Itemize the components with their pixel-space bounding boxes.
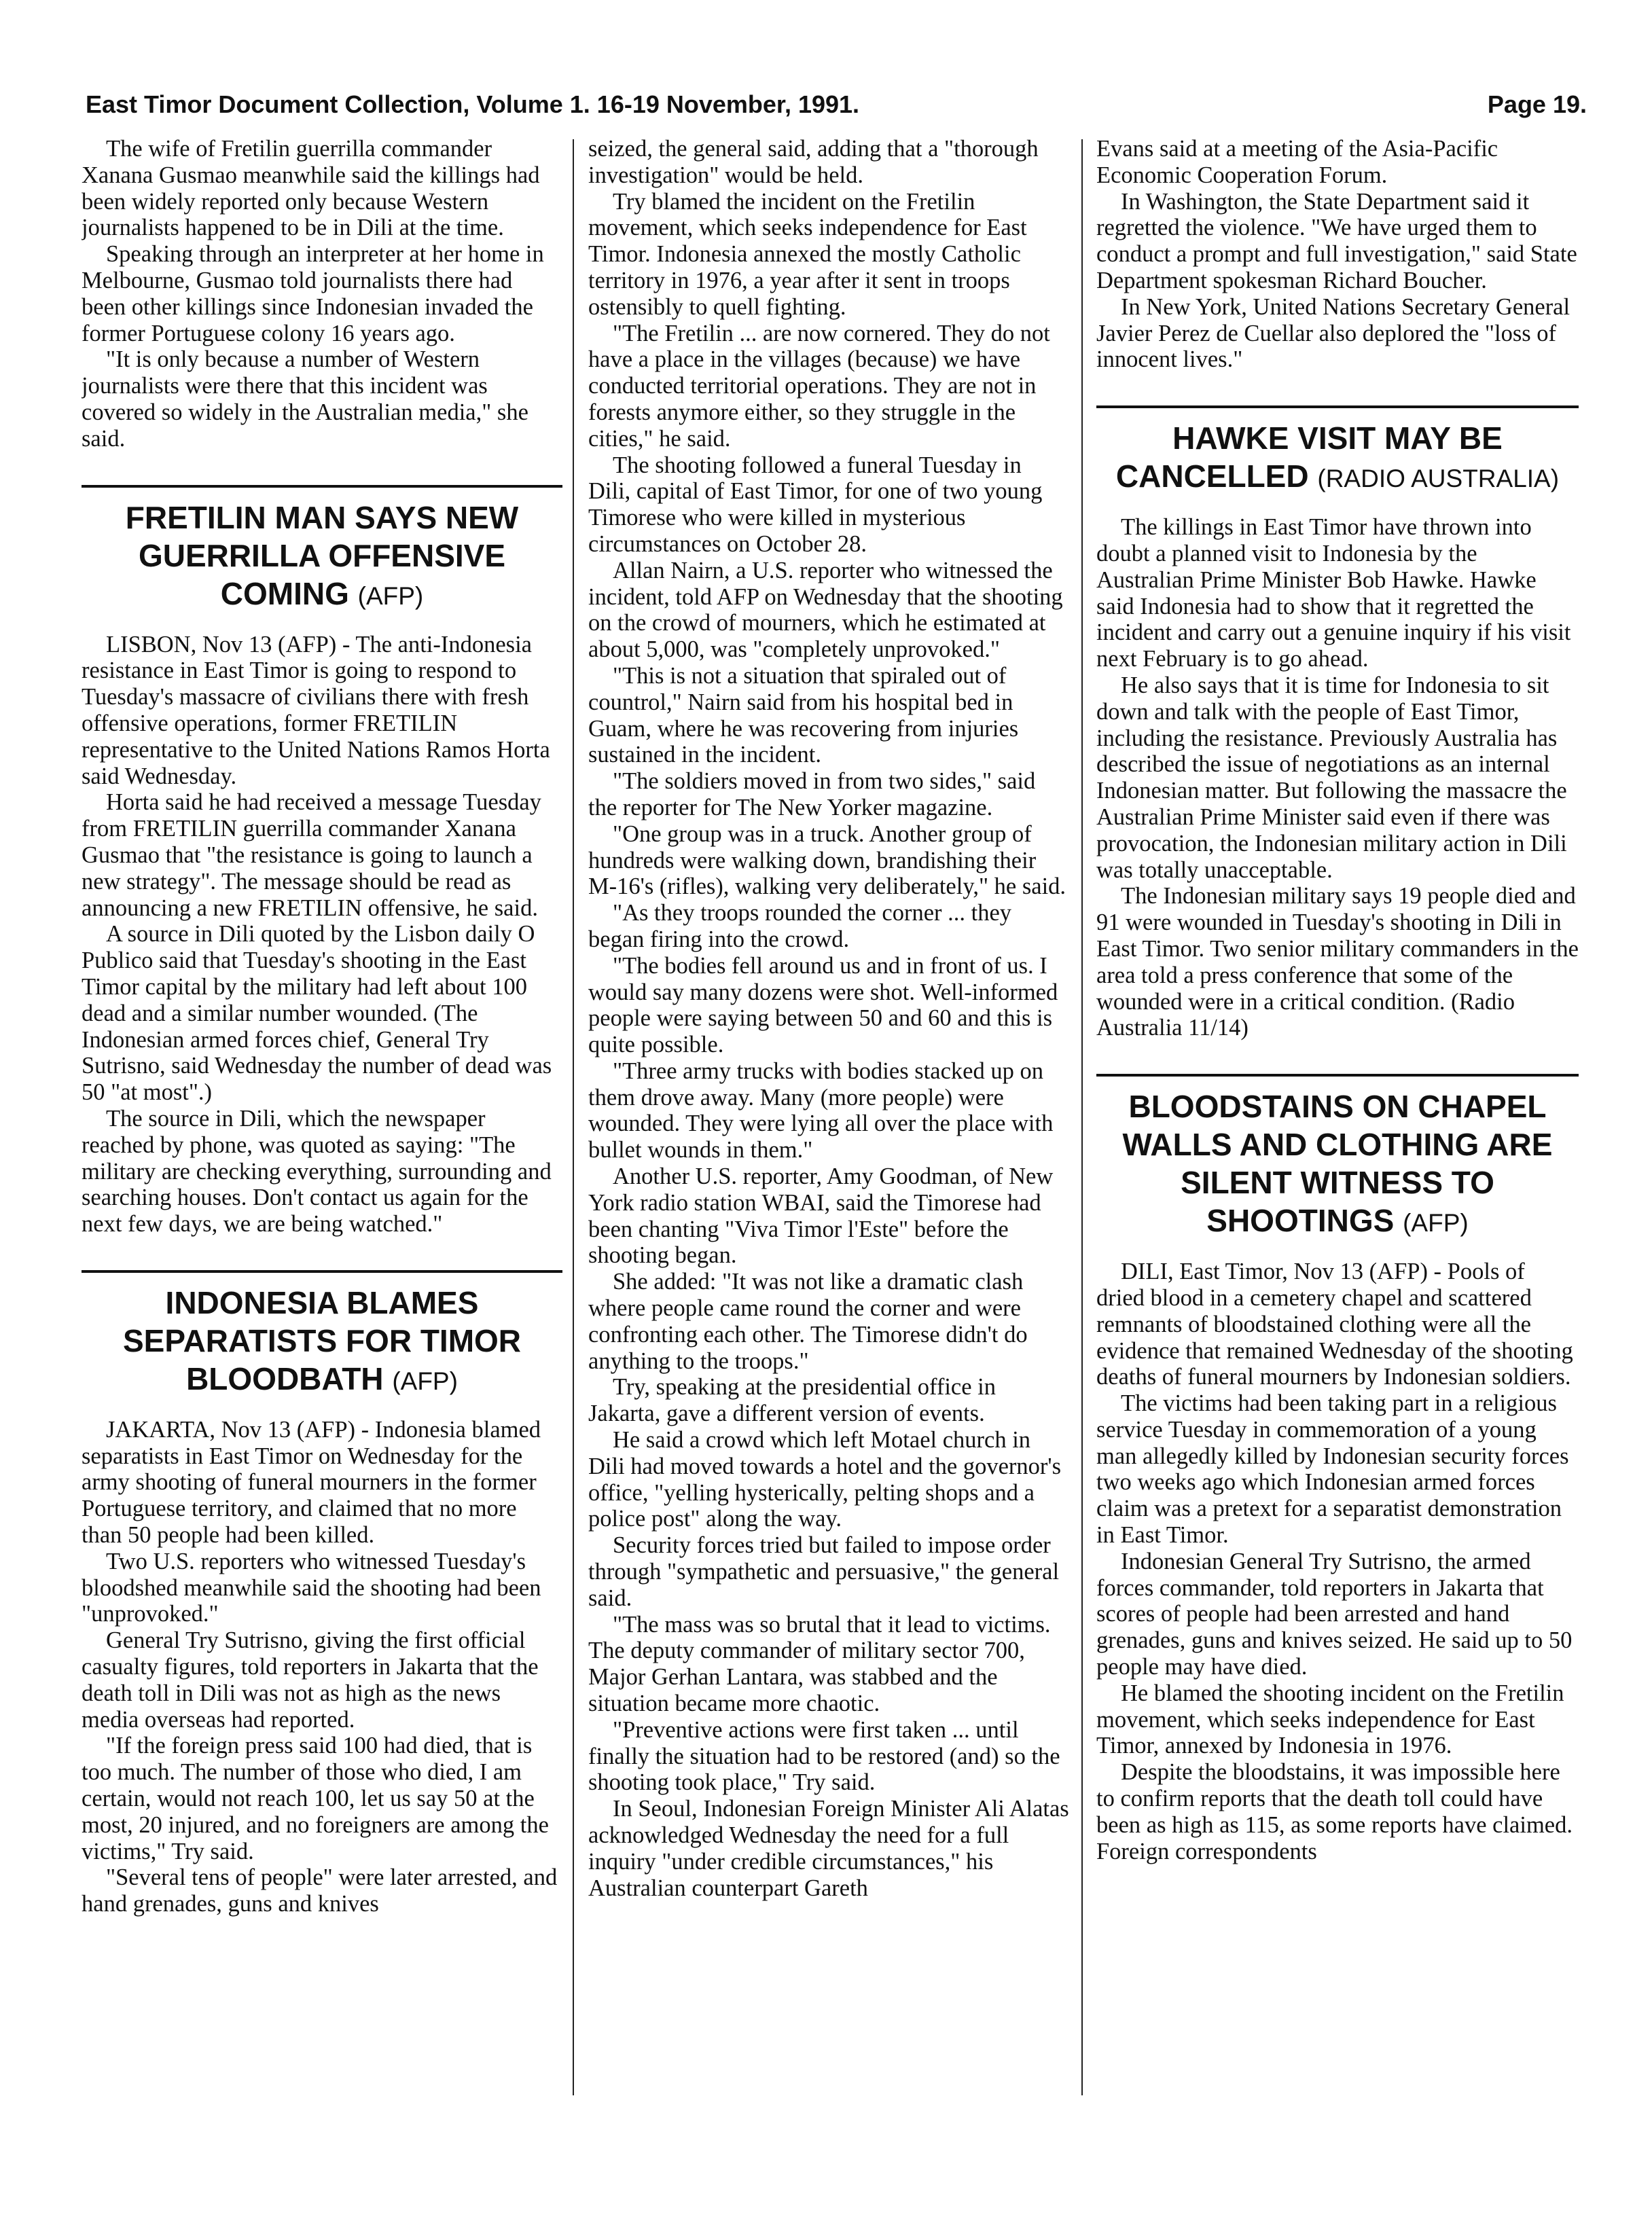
body-paragraph: Security forces tried but failed to impose order through "sympathetic and persuasive," the general said. — [588, 1532, 1060, 1611]
body-paragraph: In Seoul, Indonesian Foreign Minister Ali Alatas acknowledged Wednesday the need for a full inquiry "under credible circumstances," his Australian counterpart Gareth — [588, 1796, 1069, 1901]
body-paragraph: He blamed the shooting incident on the Fretilin movement, which seeks independence for East Timor, annexed by Indonesia in 1976. — [1096, 1680, 1564, 1759]
body-paragraph: "This is not a situation that spiraled out of countrol," Nairn said from his hospital bed in Guam, where he was recovering from injuries sustained in the incident. — [588, 662, 1019, 768]
body-paragraph: "The soldiers moved in from two sides," said the reporter for The New Yorker magazine. — [588, 768, 1036, 820]
body-paragraph: "If the foreign press said 100 had died, that is too much. The number of those who died, I am certain, would not reach 100, let us say 50 at the most, 20 injured, and no foreigners are among the victims," Try said. — [82, 1733, 549, 1864]
body-paragraph: Evans said at a meeting of the Asia-Pacific Economic Cooperation Forum. — [1096, 136, 1498, 188]
headline-source: (RADIO AUSTRALIA) — [1317, 465, 1560, 493]
section-rule — [82, 485, 562, 488]
article-headline — [1096, 1087, 1579, 1242]
section-rule — [1096, 405, 1579, 408]
body-paragraph: seized, the general said, adding that a "thorough investigation" would be held. — [588, 136, 1039, 188]
body-paragraph: "The bodies fell around us and in front of us. I would say many dozens were shot. Well-informed people were saying between 50 and 60 and this is quite possible. — [588, 952, 1058, 1058]
article-headline — [82, 1284, 562, 1401]
column-divider — [573, 139, 574, 2095]
body-paragraph: Allan Nairn, a U.S. reporter who witnessed the incident, told AFP on Wednesday that the shooting on the crowd of mourners, which he estimated at about 5,000, was "completely unprovoked." — [588, 557, 1063, 663]
body-paragraph: "Three army trucks with bodies stacked up on them drove away. Many (more people) were wounded. They were lying all over the place with bullet wounds in them." — [588, 1058, 1054, 1163]
page-header — [86, 84, 1587, 125]
column-2 — [588, 136, 1069, 2173]
body-paragraph: The victims had been taking part in a religious service Tuesday in commemoration of a young man allegedly killed by Indonesian security forces two weeks ago which Indonesian armed forces claim was a pretext for a separatist demonstration in East Timor. — [1096, 1390, 1569, 1549]
section-rule — [82, 1270, 562, 1273]
body-paragraph: "The mass was so brutal that it lead to victims. The deputy commander of military sector 700, Major Gerhan Lantara, was stabbed and the situation became more chaotic. — [588, 1611, 1051, 1717]
article-headline — [1096, 419, 1579, 498]
headline-text: HAWKE VISIT MAY BE CANCELLED — [1115, 420, 1503, 494]
column-divider — [1081, 139, 1083, 2095]
body-paragraph: Try blamed the incident on the Fretilin movement, which seeks independence for East Timor. Indonesia annexed the mostly Catholic territory in 1976, a year after it sent in troops ostensibly to quell fighting. — [588, 188, 1027, 320]
body-paragraph: Despite the bloodstains, it was impossible here to confirm reports that the death toll could have been as high as 115, as some reports have claimed. Foreign correspondents — [1096, 1759, 1573, 1864]
body-paragraph: In New York, United Nations Secretary General Javier Perez de Cuellar also deplored the "loss of innocent lives." — [1096, 293, 1570, 373]
body-paragraph: Another U.S. reporter, Amy Goodman, of New York radio station WBAI, said the Timorese had been chanting "Viva Timor l'Este" before the shooting began. — [588, 1163, 1054, 1269]
headline-source: (AFP) — [357, 581, 424, 610]
headline-source: (AFP) — [392, 1367, 458, 1395]
body-paragraph: In Washington, the State Department said it regretted the violence. "We have urged them to conduct a prompt and full investigation," said State Department spokesman Richard Boucher. — [1096, 188, 1577, 293]
body-paragraph: The killings in East Timor have thrown into doubt a planned visit to Indonesia by the Australian Prime Minister Bob Hawke. Hawke said Indonesia had to show that it regretted the incident and carry out a genuine inquiry if his visit next February is to go ahead. — [1096, 514, 1571, 672]
body-paragraph: "Several tens of people" were later arrested, and hand grenades, guns and knives — [82, 1864, 558, 1917]
body-paragraph: The Indonesian military says 19 people died and 91 were wounded in Tuesday's shooting in Dili in East Timor. Two senior military commanders in the area told a press conference that some of the wounded were in a critical condition. (Radio Australia 11/14) — [1096, 883, 1579, 1041]
body-paragraph: Try, speaking at the presidential office in Jakarta, gave a different version of events. — [588, 1374, 996, 1427]
body-paragraph: JAKARTA, Nov 13 (AFP) - Indonesia blamed separatists in East Timor on Wednesday for the army shooting of funeral mourners in the former Portuguese territory, and claimed that no more than 50 people had been killed. — [82, 1416, 541, 1549]
collection-title: East Timor Document Collection, Volume 1. 16-19 November, 1991. — [86, 90, 860, 118]
body-paragraph: The wife of Fretilin guerrilla commander Xanana Gusmao meanwhile said the killings had been widely reported only because Western journalists happened to be in Dili at the time. — [82, 136, 540, 241]
body-paragraph: The source in Dili, which the newspaper reached by phone, was quoted as saying: "The military are checking everything, surrounding and searching houses. Don't contact us again for the next few days, we are being watched." — [82, 1105, 552, 1238]
page-number: Page 19. — [1487, 90, 1587, 118]
column-3 — [1096, 136, 1579, 2173]
column-1 — [82, 136, 562, 2173]
body-paragraph: "It is only because a number of Western journalists were there that this incident was covered so widely in the Australian media," she said. — [82, 346, 528, 452]
body-paragraph: He said a crowd which left Motael church in Dili had moved towards a hotel and the governor's office, "yelling hysterically, pelting shops and a police post" along the way. — [588, 1427, 1062, 1532]
headline-text: BLOODSTAINS ON CHAPEL WALLS AND CLOTHING ARE SILENT WITNESS TO SHOOTINGS — [1122, 1089, 1553, 1239]
body-paragraph: "The Fretilin ... are now cornered. They do not have a place in the villages (because) we have conducted territorial operations. They are not in forests anymore either, so they struggle in the cities," he said. — [588, 320, 1050, 452]
headline-source: (AFP) — [1403, 1209, 1469, 1238]
body-paragraph: DILI, East Timor, Nov 13 (AFP) - Pools of dried blood in a cemetery chapel and scattered remnants of bloodstained clothing were all the evidence that remained Wednesday of the shooting deaths of funeral mourners by Indonesian soldiers. — [1096, 1259, 1573, 1390]
body-paragraph: LISBON, Nov 13 (AFP) - The anti-Indonesia resistance in East Timor is going to respond to Tuesday's massacre of civilians there with fresh offensive operations, former FRETILIN representative to the United Nations Ramos Horta said Wednesday. — [82, 631, 550, 789]
section-rule — [1096, 1074, 1579, 1077]
body-paragraph: Two U.S. reporters who witnessed Tuesday's bloodshed meanwhile said the shooting had been "unprovoked." — [82, 1548, 541, 1627]
body-paragraph: A source in Dili quoted by the Lisbon daily O Publico said that Tuesday's shooting in the East Timor capital by the military had left about 100 dead and a similar number wounded. (The Indonesian armed forces chief, General Try Sutrisno, said Wednesday the number of dead was 50 "at most".) — [82, 921, 552, 1106]
body-paragraph: General Try Sutrisno, giving the first official casualty figures, told reporters in Jakarta that the death toll in Dili was not as high as the news media overseas had reported. — [82, 1627, 539, 1733]
body-paragraph: "As they troops rounded the corner ... they began firing into the crowd. — [588, 900, 1012, 952]
headline-text: INDONESIA BLAMES SEPARATISTS FOR TIMOR BLOODBATH — [122, 1284, 522, 1396]
body-paragraph: Speaking through an interpreter at her home in Melbourne, Gusmao told journalists there had been other killings since Indonesian invaded the former Portuguese colony 16 years ago. — [82, 241, 544, 346]
body-paragraph: Indonesian General Try Sutrisno, the armed forces commander, told reporters in Jakarta that scores of people had been arrested and hand grenades, guns and knives seized. He said up to 50 people may have died. — [1096, 1548, 1573, 1680]
body-paragraph: She added: "It was not like a dramatic clash where people came round the corner and were confronting each other. The Timorese didn't do anything to the troops." — [588, 1269, 1028, 1374]
body-paragraph: He also says that it is time for Indonesia to sit down and talk with the people of East Timor, including the resistance. Previously Australia has described the issue of negotiations as an internal Indonesian matter. But following the massacre the Australian Prime Minister said even if there was provocation, the Indonesian military action in Dili was totally unacceptable. — [1096, 672, 1567, 883]
body-paragraph: The shooting followed a funeral Tuesday in Dili, capital of East Timor, for one of two young Timorese who were killed in mysterious circumstances on October 28. — [588, 452, 1043, 557]
article-headline — [82, 499, 562, 615]
body-paragraph: "One group was in a truck. Another group of hundreds were walking down, brandishing their M-16's (rifles), walking very deliberately," he said. — [588, 820, 1066, 900]
headline-text: FRETILIN MAN SAYS NEW GUERRILLA OFFENSIVE COMING — [125, 499, 519, 611]
body-paragraph: "Preventive actions were first taken ... until finally the situation had to be restored (and) so the shooting took place," Try said. — [588, 1716, 1060, 1796]
body-paragraph: Horta said he had received a message Tuesday from FRETILIN guerrilla commander Xanana Gusmao that "the resistance is going to launch a new strategy". The message should be read as announcing a new FRETILIN offensive, he said. — [82, 789, 541, 921]
